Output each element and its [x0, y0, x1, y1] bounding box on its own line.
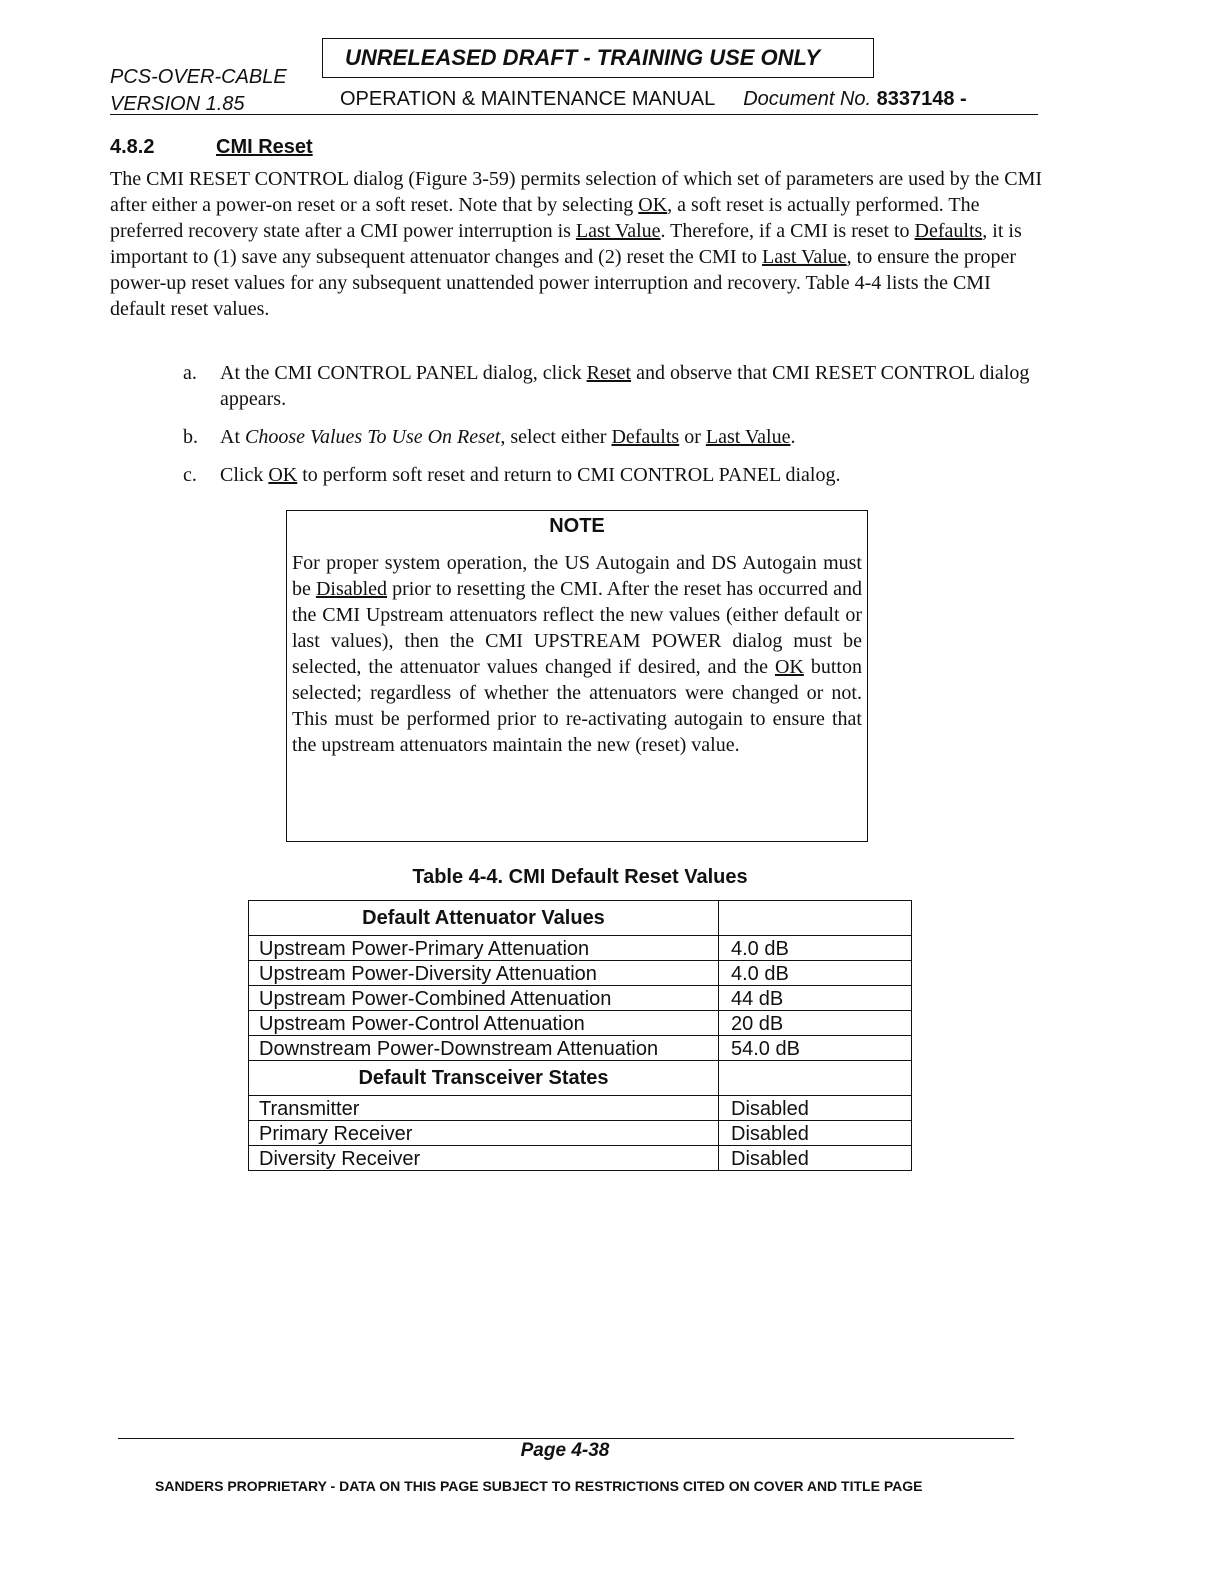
- row-value: 44 dB: [719, 986, 912, 1011]
- table-row: [249, 1096, 912, 1121]
- row-value: Disabled: [719, 1096, 912, 1121]
- last-value-reference: Last Value: [575, 220, 661, 242]
- row-name: Diversity Receiver: [249, 1146, 719, 1171]
- step-text: At Choose Values To Use On Reset, select either Defaults or Last Value.: [220, 426, 796, 448]
- document-number: 8337148 -: [876, 88, 967, 110]
- table-row: [249, 961, 912, 986]
- step-a: [183, 360, 1043, 412]
- manual-title: OPERATION & MAINTENANCE MANUAL: [340, 88, 716, 110]
- row-name: Upstream Power-Combined Attenuation: [249, 986, 719, 1011]
- row-name: Primary Receiver: [249, 1121, 719, 1146]
- footer-divider: [118, 1438, 1014, 1439]
- step-label: a.: [183, 362, 197, 384]
- step-c: [183, 462, 1043, 488]
- table-caption: Table 4-4. CMI Default Reset Values: [412, 866, 748, 888]
- row-value: 4.0 dB: [719, 936, 912, 961]
- row-value: 54.0 dB: [719, 1036, 912, 1061]
- reset-reference: Reset: [586, 362, 632, 384]
- note-title: NOTE: [549, 515, 605, 537]
- table-section-header: [249, 901, 912, 936]
- row-value: 4.0 dB: [719, 961, 912, 986]
- choose-values-reference: Choose Values To Use On Reset: [245, 426, 501, 448]
- row-value: Disabled: [719, 1121, 912, 1146]
- step-label: c.: [183, 464, 197, 486]
- header-product-block: [110, 64, 287, 118]
- row-name: Upstream Power-Control Attenuation: [249, 1011, 719, 1036]
- last-value-reference: Last Value: [705, 426, 791, 448]
- table-row: [249, 1011, 912, 1036]
- default-reset-values-table: [248, 900, 912, 1171]
- attenuator-heading: Default Attenuator Values: [249, 901, 719, 936]
- section-heading: [110, 136, 313, 159]
- defaults-reference: Defaults: [914, 220, 983, 242]
- row-name: Transmitter: [249, 1096, 719, 1121]
- version-label: VERSION 1.85: [110, 93, 245, 115]
- document-number-label: Document No. 8337148 -: [743, 88, 967, 110]
- header-divider: [110, 114, 1038, 115]
- note-body: For proper system operation, the US Autogain and DS Autogain must be Disabled prior to resetting the CMI. After the reset has occurred and the CMI Upstream attenuators reflect the new values (either default or last values), then the CMI UPSTREAM POWER dialog must be selected, the attenuator values changed if desired, and the OK button selected; regardless of whether the attenuators were changed or not. This must be performed prior to re-activating autogain to ensure that the upstream attenuators maintain the new (reset) value.: [292, 552, 862, 756]
- table-row: [249, 986, 912, 1011]
- note-box: [286, 510, 868, 842]
- intro-paragraph: The CMI RESET CONTROL dialog (Figure 3-59) permits selection of which set of parameters are used by the CMI after either a power-on reset or a soft reset. Note that by selecting OK, a soft reset is actually performed. The preferred recovery state after a CMI power interruption is Last Value. Therefore, if a CMI is reset to Defaults, it is important to (1) save any subsequent attenuator changes and (2) reset the CMI to Last Value, to ensure the proper power-up reset values for any subsequent unattended power interruption and recovery. Table 4-4 lists the CMI default reset values.: [110, 168, 1043, 320]
- step-label: b.: [183, 426, 198, 448]
- row-name: Upstream Power-Primary Attenuation: [249, 936, 719, 961]
- row-name: Downstream Power-Downstream Attenuation: [249, 1036, 719, 1061]
- step-b: [183, 424, 1043, 450]
- table-row: [249, 1036, 912, 1061]
- row-name: Upstream Power-Diversity Attenuation: [249, 961, 719, 986]
- ok-reference: OK: [638, 194, 668, 216]
- empty-cell: [719, 901, 912, 936]
- row-value: Disabled: [719, 1146, 912, 1171]
- table-row: [249, 1121, 912, 1146]
- last-value-reference-2: Last Value: [762, 246, 847, 268]
- defaults-reference: Defaults: [611, 426, 680, 448]
- page-number: Page 4-38: [520, 1440, 610, 1461]
- product-name: PCS-OVER-CABLE: [110, 66, 287, 88]
- disabled-reference: Disabled: [315, 578, 388, 600]
- section-title: CMI Reset: [216, 136, 313, 158]
- step-text: At the CMI CONTROL PANEL dialog, click Reset and observe that CMI RESET CONTROL dialog appears.: [220, 362, 1030, 410]
- draft-banner: UNRELEASED DRAFT - TRAINING USE ONLY: [322, 38, 874, 78]
- ok-reference: OK: [774, 656, 804, 678]
- table-section-header: [249, 1061, 912, 1096]
- transceiver-heading: Default Transceiver States: [249, 1061, 719, 1096]
- table-row: [249, 936, 912, 961]
- header-manual-line: [340, 88, 967, 111]
- table-row: [249, 1146, 912, 1171]
- procedure-steps: [183, 360, 1043, 500]
- empty-cell: [719, 1061, 912, 1096]
- ok-reference: OK: [268, 464, 298, 486]
- section-number: 4.8.2: [110, 136, 155, 158]
- row-value: 20 dB: [719, 1011, 912, 1036]
- step-text: Click OK to perform soft reset and return to CMI CONTROL PANEL dialog.: [220, 464, 841, 486]
- proprietary-notice: SANDERS PROPRIETARY - DATA ON THIS PAGE SUBJECT TO RESTRICTIONS CITED ON COVER AND TITLE PAGE: [155, 1478, 923, 1494]
